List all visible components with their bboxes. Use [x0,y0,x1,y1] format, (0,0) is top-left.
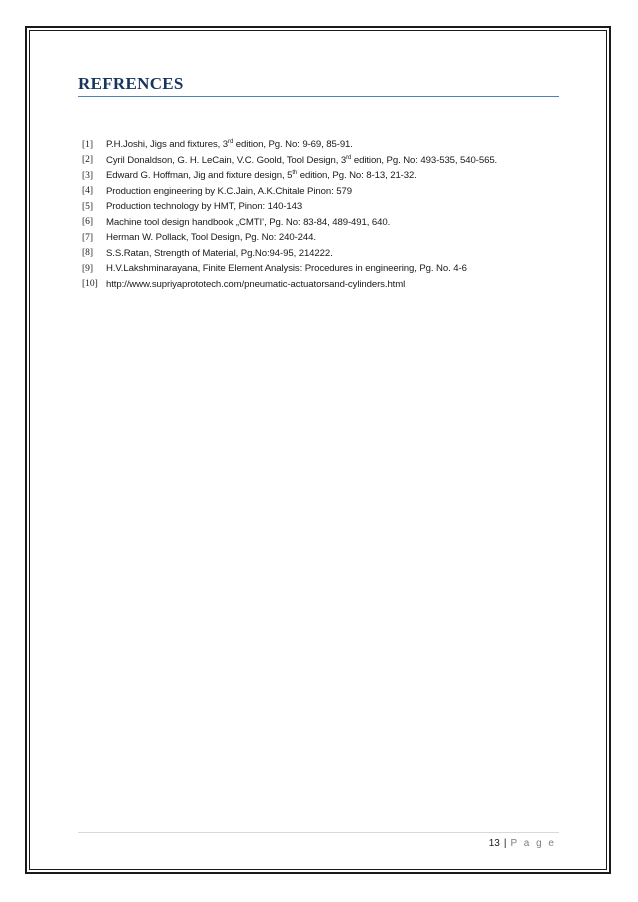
footer-rule [78,832,559,833]
reference-text [106,248,333,259]
reference-item [82,137,572,153]
reference-text-main: Machine tool design handbook „CMTI’, Pg. No: 83-84, 489-491, 640. [106,216,391,228]
reference-number: [9] [82,263,94,274]
page-label: P a g e [510,838,556,849]
reference-text [106,279,405,290]
reference-text [106,201,302,212]
reference-text-main: Production technology by HMT, Pinon: 140-143 [106,201,303,213]
reference-number: [8] [82,248,94,259]
reference-number: [2] [82,155,94,166]
reference-item [82,153,572,169]
reference-text-main: Herman W. Pollack, Tool Design, Pg. No: 240-244. [106,232,316,244]
reference-item [82,184,572,200]
reference-text [106,263,467,274]
reference-text [106,155,497,166]
reference-item [82,246,572,262]
reference-list [82,137,572,292]
reference-text-main: Edward G. Hoffman, Jig and fixture design, 5 [106,170,293,182]
reference-text [106,139,353,150]
reference-number: [6] [82,217,94,228]
reference-text-main: H.V.Lakshminarayana, Finite Element Analysis: Procedures in engineering, Pg. No. 4-6 [106,263,467,275]
reference-text-rest: edition, Pg. No: 493-535, 540-565. [351,154,498,166]
reference-text-rest: edition, Pg. No: 8-13, 21-32. [297,170,417,182]
reference-text [106,217,390,228]
reference-text-main: Production engineering by K.C.Jain, A.K.Chitale Pinon: 579 [106,185,352,197]
reference-superscript: rd [346,154,352,161]
reference-text [106,232,316,243]
reference-number: [7] [82,232,94,243]
reference-number: [10] [82,279,98,290]
reference-item [82,199,572,215]
page-number: 13 [488,838,500,849]
page-footer [489,838,556,849]
reference-text-main: S.S.Ratan, Strength of Material, Pg.No:94-95, 214222. [106,247,333,259]
reference-superscript: rd [228,139,234,146]
reference-text-main: http://www.supriyaprototech.com/pneumatic-actuatorsand-cylinders.html [106,278,406,290]
reference-text [106,186,352,197]
reference-text [106,170,417,181]
reference-text-rest: edition, Pg. No: 9-69, 85-91. [233,139,353,151]
reference-number: [3] [82,170,94,181]
reference-number: [4] [82,186,94,197]
reference-superscript: th [292,170,298,177]
footer-separator: | [503,838,507,849]
reference-number: [1] [82,139,94,150]
reference-text-main: Cyril Donaldson, G. H. LeCain, V.C. Goold, Tool Design, 3 [106,154,347,166]
reference-item [82,277,572,293]
section-heading: REFRENCES [78,74,559,97]
reference-item [82,230,572,246]
reference-item [82,215,572,231]
reference-text-main: P.H.Joshi, Jigs and fixtures, 3 [106,139,229,151]
reference-number: [5] [82,201,94,212]
reference-item [82,261,572,277]
reference-item [82,168,572,184]
